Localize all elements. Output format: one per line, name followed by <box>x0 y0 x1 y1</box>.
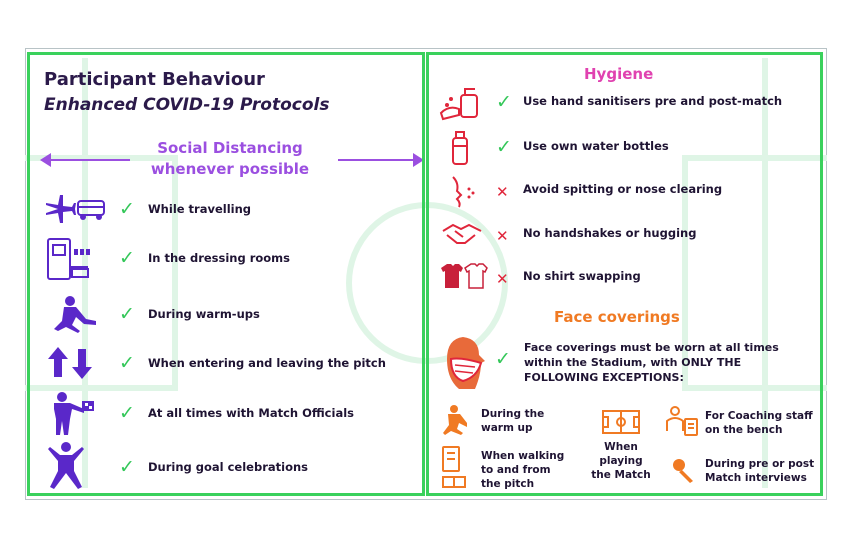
exception-text: warm up <box>481 422 533 434</box>
exception-text: During the <box>481 408 545 420</box>
exception-coaching <box>705 409 813 437</box>
item-label: Avoid spitting or nose clearing <box>523 182 723 196</box>
social-distancing-line2: whenever possible <box>150 160 310 178</box>
celebration-icon <box>44 439 106 491</box>
list-item <box>44 295 414 335</box>
check-icon: ✓ <box>119 352 135 374</box>
list-item <box>439 217 819 253</box>
poster <box>25 48 827 500</box>
exception-text: When playing <box>599 441 643 467</box>
face-text-line3: FOLLOWING EXCEPTIONS: <box>524 371 684 384</box>
water-bottle-icon <box>439 130 485 166</box>
exception-text: When walking <box>481 450 565 462</box>
cross-icon: ✕ <box>496 227 509 245</box>
list-item <box>44 237 414 281</box>
exception-walking <box>481 449 564 491</box>
up-down-arrows-icon <box>44 345 106 381</box>
social-distancing-heading <box>130 138 330 180</box>
list-item <box>439 260 819 296</box>
check-icon: ✓ <box>119 247 135 269</box>
dressing-room-icon <box>44 237 106 281</box>
list-item <box>44 439 414 491</box>
item-label: No shirt swapping <box>523 269 641 283</box>
face-text-line2: within the Stadium, with ONLY THE <box>524 356 742 369</box>
check-icon: ✓ <box>495 348 511 370</box>
item-label: In the dressing rooms <box>148 251 291 265</box>
list-item <box>439 130 819 166</box>
check-icon: ✓ <box>119 402 135 424</box>
social-distancing-line1: Social Distancing <box>157 139 303 157</box>
exception-text: During pre or post <box>705 458 815 470</box>
face-text-line1: Face coverings must be worn at all times <box>524 341 779 354</box>
exception-interviews <box>705 457 814 485</box>
exception-text: to and from <box>481 464 551 476</box>
pitch-icon <box>601 409 641 435</box>
item-label: During warm-ups <box>148 307 260 321</box>
item-label: At all times with Match Officials <box>148 406 354 420</box>
exception-text: on the bench <box>705 424 783 436</box>
panel-subtitle: Enhanced COVID-19 Protocols <box>44 95 330 115</box>
walking-tunnel-icon <box>441 445 469 489</box>
cross-icon: ✕ <box>496 270 509 288</box>
list-item <box>439 173 819 209</box>
cross-icon: ✕ <box>496 183 509 201</box>
hygiene-panel <box>426 52 823 496</box>
microphone-icon <box>671 457 697 483</box>
check-icon: ✓ <box>496 91 512 113</box>
item-label: While travelling <box>148 202 252 216</box>
check-icon: ✓ <box>496 136 512 158</box>
item-label: Use own water bottles <box>523 139 669 153</box>
exception-text: Match interviews <box>705 472 807 484</box>
item-label: No handshakes or hugging <box>523 226 697 240</box>
shirt-swap-icon <box>439 260 489 296</box>
exception-text: the pitch <box>481 478 535 490</box>
exception-warmup <box>481 407 544 435</box>
spitting-icon <box>439 173 485 209</box>
warm-up-exception-icon <box>439 405 469 435</box>
plane-bus-icon <box>44 193 106 225</box>
face-coverings-heading: Face coverings <box>554 308 680 326</box>
exception-playing <box>581 440 661 482</box>
item-label: When entering and leaving the pitch <box>148 356 386 370</box>
list-item <box>439 85 819 121</box>
handshake-icon <box>439 217 485 253</box>
list-item <box>44 345 424 381</box>
face-coverings-text <box>524 340 814 385</box>
item-label: During goal celebrations <box>148 460 309 474</box>
exception-text: For Coaching staff <box>705 410 813 422</box>
list-item <box>44 193 414 227</box>
sanitiser-icon <box>439 85 485 121</box>
right-arrow-icon <box>338 159 422 161</box>
participant-behaviour-panel <box>27 52 425 496</box>
list-item <box>44 391 414 437</box>
match-official-icon <box>44 391 106 437</box>
warm-up-icon <box>44 295 106 335</box>
item-label: Use hand sanitisers pre and post-match <box>523 94 783 108</box>
check-icon: ✓ <box>119 303 135 325</box>
coaching-staff-icon <box>661 405 701 437</box>
check-icon: ✓ <box>119 456 135 478</box>
exception-text: the Match <box>591 469 651 481</box>
check-icon: ✓ <box>119 198 135 220</box>
panel-title: Participant Behaviour <box>44 69 265 90</box>
hygiene-heading: Hygiene <box>584 65 654 83</box>
left-arrow-icon <box>42 159 130 161</box>
face-mask-icon <box>441 335 489 393</box>
